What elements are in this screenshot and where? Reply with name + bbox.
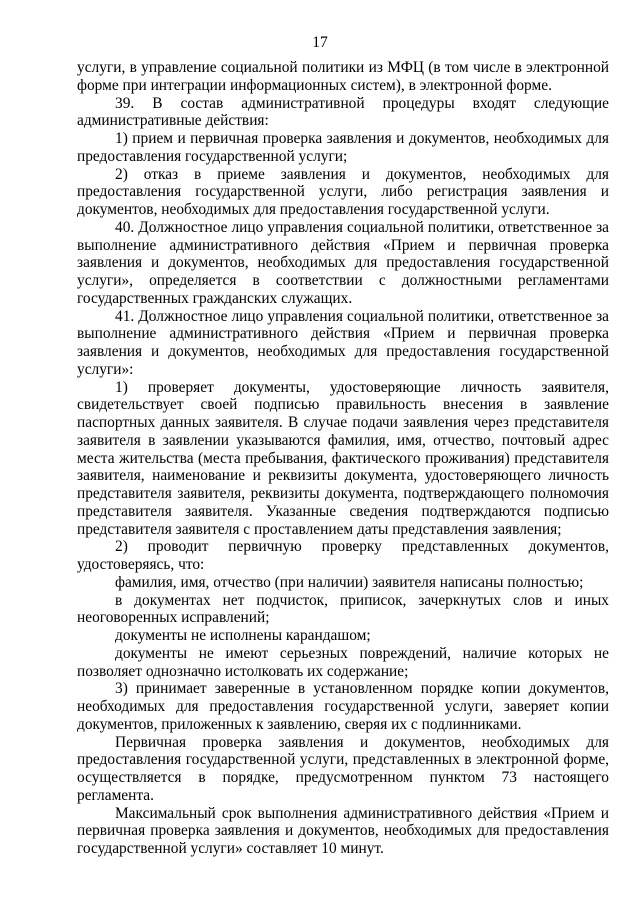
paragraph-electronic-check: Первичная проверка заявления и документов, необходимых для предоставления государственной услуги, представленных в электронной форме, осуществляется в порядке, предусмотренном пунктом 73 настоящего регламента. (77, 733, 609, 804)
paragraph-41-item-2: 2) проводит первичную проверку представленных документов, удостоверяясь, что: (77, 538, 609, 573)
document-body (77, 59, 609, 858)
paragraph-max-duration: Максимальный срок выполнения административного действия «Прием и первичная проверка заявления и документов, необходимых для предоставления государственной услуги» составляет 10 минут. (77, 804, 609, 857)
paragraph-39-item-2: 2) отказ в приеме заявления и документов, необходимых для предоставления государственной услуги, либо регистрация заявления и документов, необходимых для предоставления государственной услуги. (77, 165, 609, 218)
check-condition-corrections: в документах нет подчисток, приписок, зачеркнутых слов и иных неоговоренных исправлений; (77, 591, 609, 627)
paragraph-40: 40. Должностное лицо управления социальной политики, ответственное за выполнение административного действия «Прием и первичная проверка заявления и документов, необходимых для предоставления государственной услуги», определяется в соответствии с должностными регламентами государственных гражданских служащих. (77, 218, 609, 307)
paragraph-continuation: услуги, в управление социальной политики из МФЦ (в том числе в электронной форме при интеграции информационных систем), в электронной форме. (77, 59, 609, 94)
page-number: 17 (312, 34, 328, 51)
check-condition-damage: документы не имеют серьезных повреждений, наличие которых не позволяет однозначно истолковать их содержание; (77, 644, 609, 680)
paragraph-39-item-1: 1) прием и первичная проверка заявления и документов, необходимых для предоставления государственной услуги; (77, 130, 609, 165)
check-condition-pencil: документы не исполнены карандашом; (115, 627, 371, 644)
paragraph-39: 39. В состав административной процедуры входят следующие административные действия: (77, 94, 609, 130)
paragraph-41-item-3: 3) принимает заверенные в установленном порядке копии документов, необходимых для предоставления государственной услуги, заверяет копии документов, приложенных к заявлению, сверяя их с подлинниками. (77, 680, 609, 733)
paragraph-41: 41. Должностное лицо управления социальной политики, ответственное за выполнение административного действия «Прием и первичная проверка заявления и документов, необходимых для предоставления государственной услуги»: (77, 307, 609, 378)
check-condition-name: фамилия, имя, отчество (при наличии) заявителя написаны полностью; (115, 573, 584, 591)
paragraph-41-item-1: 1) проверяет документы, удостоверяющие личность заявителя, свидетельствует своей подписью правильность внесения в заявление паспортных данных заявителя. В случае подачи заявления через представителя заявителя в заявлении указываются фамилия, имя, отчество, почтовый адрес места жительства (места пребывания, фактического проживания) представителя заявителя, наименование и реквизиты документа, удостоверяющего личность представителя заявителя, реквизиты документа, подтверждающего полномочия представителя заявителя. Указанные сведения подтверждаются подписью представителя заявителя с проставлением даты представления заявления; (77, 378, 609, 538)
